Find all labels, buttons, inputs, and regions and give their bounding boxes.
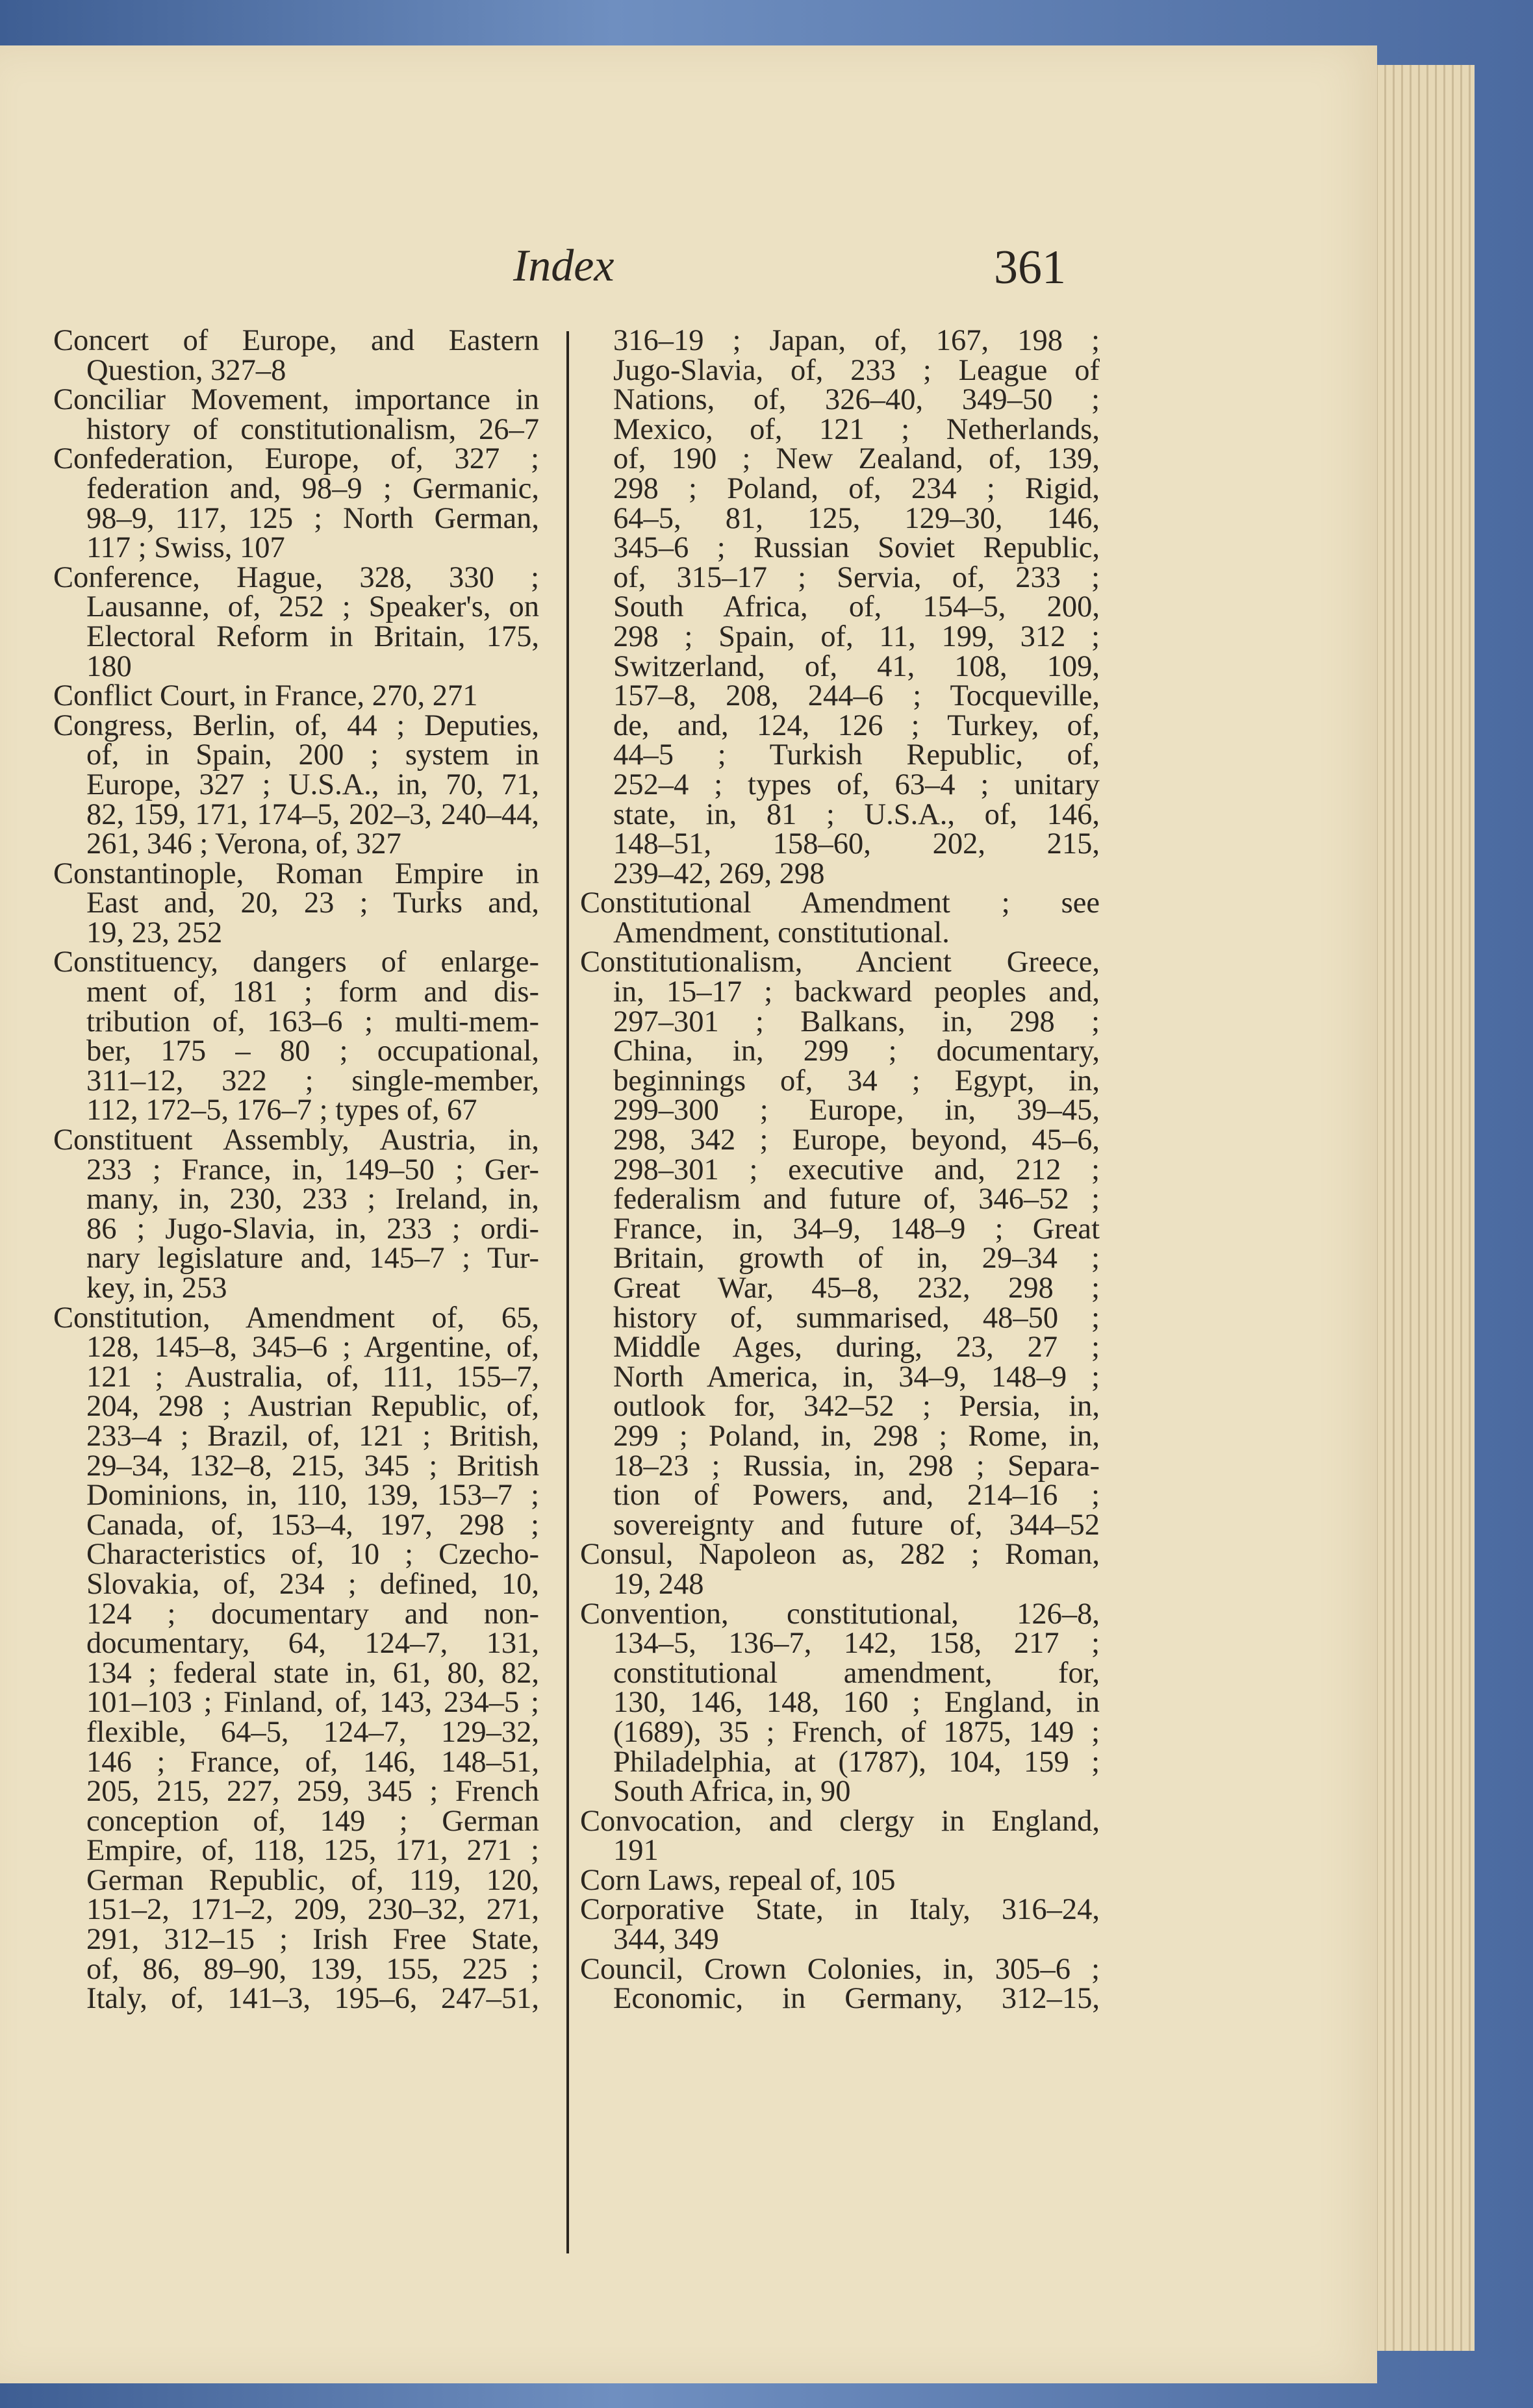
index-continuation-line: China, in, 299 ; documentary, xyxy=(613,1035,1100,1068)
index-continuation-line: 233 ; France, in, 149–50 ; Ger- xyxy=(86,1153,539,1186)
index-continuation-line: flexible, 64–5, 124–7, 129–32, xyxy=(86,1715,539,1749)
index-continuation-line: 151–2, 171–2, 209, 230–32, 271, xyxy=(86,1893,539,1927)
index-continuation-line: 44–5 ; Turkish Republic, of, xyxy=(613,738,1100,772)
running-header-title: Index xyxy=(513,241,614,291)
index-continuation-line: 233–4 ; Brazil, of, 121 ; British, xyxy=(86,1419,539,1453)
index-continuation-line: of, in Spain, 200 ; system in xyxy=(86,738,539,772)
index-continuation-line: conception of, 149 ; German xyxy=(86,1804,539,1838)
index-continuation-line: of, 86, 89–90, 139, 155, 225 ; xyxy=(86,1952,539,1986)
index-continuation-line: (1689), 35 ; French, of 1875, 149 ; xyxy=(613,1715,1100,1749)
index-column-left xyxy=(53,326,539,2014)
index-continuation-line: 344, 349 xyxy=(613,1923,719,1957)
page-number: 361 xyxy=(994,241,1066,294)
index-continuation-line: 82, 159, 171, 174–5, 202–3, 240–44, xyxy=(86,797,539,831)
index-continuation-line: Jugo-Slavia, of, 233 ; League of xyxy=(613,353,1100,387)
index-continuation-line: 124 ; documentary and non- xyxy=(86,1597,539,1631)
index-continuation-line: of, 315–17 ; Servia, of, 233 ; xyxy=(613,560,1100,594)
index-continuation-line: 101–103 ; Finland, of, 143, 234–5 ; xyxy=(86,1686,539,1720)
index-continuation-line: outlook for, 342–52 ; Persia, in, xyxy=(613,1390,1100,1423)
index-entry-line: Council, Crown Colonies, in, 305–6 ; xyxy=(580,1952,1100,1986)
index-entry-line: Corn Laws, repeal of, 105 xyxy=(580,1863,896,1897)
index-entry-line: Conflict Court, in France, 270, 271 xyxy=(53,679,478,713)
index-continuation-line: federation and, 98–9 ; Germanic, xyxy=(86,471,539,505)
index-continuation-line: 191 xyxy=(613,1834,659,1868)
index-entry-line: Consul, Napoleon as, 282 ; Roman, xyxy=(580,1538,1100,1572)
index-continuation-line: 299–300 ; Europe, in, 39–45, xyxy=(613,1094,1100,1127)
index-entry-line: Congress, Berlin, of, 44 ; Deputies, xyxy=(53,709,539,742)
index-continuation-line: 18–23 ; Russia, in, 298 ; Separa- xyxy=(613,1449,1100,1483)
index-continuation-line: ment of, 181 ; form and dis- xyxy=(86,975,539,1009)
index-continuation-line: key, in, 253 xyxy=(86,1272,227,1305)
index-continuation-line: Lausanne, of, 252 ; Speaker's, on xyxy=(86,590,539,624)
index-continuation-line: 180 xyxy=(86,649,132,683)
index-continuation-line: federalism and future of, 346–52 ; xyxy=(613,1183,1100,1216)
index-continuation-line: 239–42, 269, 298 xyxy=(613,857,825,890)
index-continuation-line: Italy, of, 141–3, 195–6, 247–51, xyxy=(86,1982,539,2016)
index-continuation-line: 298 ; Poland, of, 234 ; Rigid, xyxy=(613,471,1100,505)
index-continuation-line: beginnings of, 34 ; Egypt, in, xyxy=(613,1064,1100,1097)
index-continuation-line: tribution of, 163–6 ; multi-mem- xyxy=(86,1005,539,1038)
index-entry-line: Convocation, and clergy in England, xyxy=(580,1804,1100,1838)
index-column-right xyxy=(580,326,1100,2014)
index-entry-line: Corporative State, in Italy, 316–24, xyxy=(580,1893,1100,1927)
index-continuation-line: 298, 342 ; Europe, beyond, 45–6, xyxy=(613,1123,1100,1157)
index-continuation-line: 252–4 ; types of, 63–4 ; unitary xyxy=(613,768,1100,801)
index-continuation-line: 86 ; Jugo-Slavia, in, 233 ; ordi- xyxy=(86,1212,539,1246)
index-continuation-line: constitutional amendment, for, xyxy=(613,1656,1100,1690)
index-entry-line: Constitution, Amendment of, 65, xyxy=(53,1301,539,1335)
index-continuation-line: Electoral Reform in Britain, 175, xyxy=(86,620,539,653)
index-continuation-line: Characteristics of, 10 ; Czecho- xyxy=(86,1538,539,1572)
index-continuation-line: 29–34, 132–8, 215, 345 ; British xyxy=(86,1449,539,1483)
index-continuation-line: Question, 327–8 xyxy=(86,353,286,387)
index-continuation-line: 345–6 ; Russian Soviet Republic, xyxy=(613,531,1100,565)
index-entry-line: Concert of Europe, and Eastern xyxy=(53,324,539,357)
index-entry-line: Conference, Hague, 328, 330 ; xyxy=(53,560,539,594)
index-continuation-line: France, in, 34–9, 148–9 ; Great xyxy=(613,1212,1100,1246)
index-continuation-line: Dominions, in, 110, 139, 153–7 ; xyxy=(86,1479,539,1512)
index-continuation-line: many, in, 230, 233 ; Ireland, in, xyxy=(86,1183,539,1216)
index-continuation-line: South Africa, in, 90 xyxy=(613,1775,851,1809)
index-entry-line: Constitutionalism, Ancient Greece, xyxy=(580,946,1100,979)
index-continuation-line: 128, 145–8, 345–6 ; Argentine, of, xyxy=(86,1331,539,1364)
index-continuation-line: 134 ; federal state in, 61, 80, 82, xyxy=(86,1656,539,1690)
index-continuation-line: South Africa, of, 154–5, 200, xyxy=(613,590,1100,624)
index-continuation-line: 117 ; Swiss, 107 xyxy=(86,531,285,565)
index-continuation-line: Canada, of, 153–4, 197, 298 ; xyxy=(86,1508,539,1542)
index-continuation-line: Britain, growth of in, 29–34 ; xyxy=(613,1242,1100,1275)
index-continuation-line: de, and, 124, 126 ; Turkey, of, xyxy=(613,709,1100,742)
index-continuation-line: sovereignty and future of, 344–52 xyxy=(613,1508,1100,1542)
index-continuation-line: Europe, 327 ; U.S.A., in, 70, 71, xyxy=(86,768,539,801)
index-continuation-line: in, 15–17 ; backward peoples and, xyxy=(613,975,1100,1009)
index-continuation-line: Amendment, constitutional. xyxy=(613,916,950,949)
index-continuation-line: 205, 215, 227, 259, 345 ; French xyxy=(86,1775,539,1809)
index-continuation-line: 98–9, 117, 125 ; North German, xyxy=(86,501,539,535)
index-continuation-line: 112, 172–5, 176–7 ; types of, 67 xyxy=(86,1094,477,1127)
index-continuation-line: 134–5, 136–7, 142, 158, 217 ; xyxy=(613,1627,1100,1661)
index-continuation-line: documentary, 64, 124–7, 131, xyxy=(86,1627,539,1661)
index-continuation-line: 148–51, 158–60, 202, 215, xyxy=(613,827,1100,861)
index-continuation-line: 157–8, 208, 244–6 ; Tocqueville, xyxy=(613,679,1100,713)
index-entry-line: Constantinople, Roman Empire in xyxy=(53,857,539,890)
index-continuation-line: 19, 248 xyxy=(613,1567,704,1601)
index-entry-line: Constitutional Amendment ; see xyxy=(580,886,1100,920)
index-continuation-line: North America, in, 34–9, 148–9 ; xyxy=(613,1360,1100,1394)
index-continuation-line: Empire, of, 118, 125, 171, 271 ; xyxy=(86,1834,539,1868)
index-continuation-line: 204, 298 ; Austrian Republic, of, xyxy=(86,1390,539,1423)
index-continuation-line: Middle Ages, during, 23, 27 ; xyxy=(613,1331,1100,1364)
index-continuation-line: 298–301 ; executive and, 212 ; xyxy=(613,1153,1100,1186)
index-continuation-line: tion of Powers, and, 214–16 ; xyxy=(613,1479,1100,1512)
index-continuation-line: 311–12, 322 ; single-member, xyxy=(86,1064,539,1097)
index-continuation-line: 19, 23, 252 xyxy=(86,916,223,949)
index-continuation-line: Great War, 45–8, 232, 298 ; xyxy=(613,1272,1100,1305)
index-entry-line: Conciliar Movement, importance in xyxy=(53,383,539,417)
index-continuation-line: Slovakia, of, 234 ; defined, 10, xyxy=(86,1567,539,1601)
index-continuation-line: East and, 20, 23 ; Turks and, xyxy=(86,886,539,920)
index-continuation-line: nary legislature and, 145–7 ; Tur- xyxy=(86,1242,539,1275)
index-continuation-line: Nations, of, 326–40, 349–50 ; xyxy=(613,383,1100,417)
index-continuation-line: history of constitutionalism, 26–7 xyxy=(86,412,539,446)
index-continuation-line: 297–301 ; Balkans, in, 298 ; xyxy=(613,1005,1100,1038)
index-entry-line: Confederation, Europe, of, 327 ; xyxy=(53,442,539,476)
index-entry-line: Constituent Assembly, Austria, in, xyxy=(53,1123,539,1157)
index-continuation-line: 316–19 ; Japan, of, 167, 198 ; xyxy=(613,324,1100,357)
index-continuation-line: Philadelphia, at (1787), 104, 159 ; xyxy=(613,1745,1100,1779)
book-page xyxy=(0,45,1377,2383)
index-continuation-line: 130, 146, 148, 160 ; England, in xyxy=(613,1686,1100,1720)
index-entry-line: Constituency, dangers of enlarge- xyxy=(53,946,539,979)
index-entry-line: Convention, constitutional, 126–8, xyxy=(580,1597,1100,1631)
index-continuation-line: 261, 346 ; Verona, of, 327 xyxy=(86,827,401,861)
index-continuation-line: 298 ; Spain, of, 11, 199, 312 ; xyxy=(613,620,1100,653)
index-continuation-line: state, in, 81 ; U.S.A., of, 146, xyxy=(613,797,1100,831)
index-continuation-line: 299 ; Poland, in, 298 ; Rome, in, xyxy=(613,1419,1100,1453)
index-continuation-line: 64–5, 81, 125, 129–30, 146, xyxy=(613,501,1100,535)
index-continuation-line: 146 ; France, of, 146, 148–51, xyxy=(86,1745,539,1779)
index-continuation-line: Mexico, of, 121 ; Netherlands, xyxy=(613,412,1100,446)
index-continuation-line: history of, summarised, 48–50 ; xyxy=(613,1301,1100,1335)
index-continuation-line: Switzerland, of, 41, 108, 109, xyxy=(613,649,1100,683)
index-continuation-line: of, 190 ; New Zealand, of, 139, xyxy=(613,442,1100,476)
index-continuation-line: 291, 312–15 ; Irish Free State, xyxy=(86,1923,539,1957)
column-divider xyxy=(566,331,569,2253)
index-continuation-line: ber, 175 – 80 ; occupational, xyxy=(86,1035,539,1068)
index-continuation-line: Economic, in Germany, 312–15, xyxy=(613,1982,1100,2016)
index-continuation-line: 121 ; Australia, of, 111, 155–7, xyxy=(86,1360,539,1394)
index-continuation-line: German Republic, of, 119, 120, xyxy=(86,1863,539,1897)
